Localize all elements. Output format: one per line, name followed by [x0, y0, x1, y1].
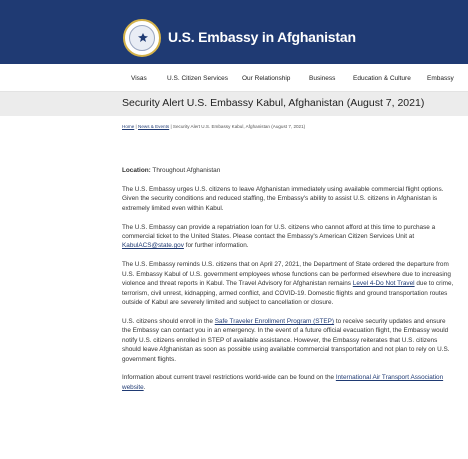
nav-item-business[interactable]: Business	[309, 75, 336, 82]
paragraph-4	[122, 317, 454, 364]
location-value: Throughout Afghanistan	[150, 167, 221, 174]
paragraph-2	[122, 223, 454, 251]
site-header	[0, 0, 468, 64]
main-nav	[0, 64, 468, 92]
paragraph-3	[122, 260, 454, 307]
paragraph-3-text: The U.S. Embassy reminds U.S. citizens that on April 27, 2021, the Department of State ordered the departure from U.S. Embassy Kabul of U.S. government employees whose functions can be performed elsewhere due to increasing violence and threat reports in Kabul. The Travel Advisory for Afghanistan remains	[122, 261, 451, 288]
nav-item-education-culture[interactable]: Education & Culture	[353, 75, 411, 82]
paragraph-5-text-end: .	[143, 383, 146, 391]
paragraph-4-text: U.S. citizens should enroll in the	[122, 317, 215, 325]
seal-inner	[129, 25, 155, 51]
location-label: Location:	[122, 167, 151, 174]
nav-item-visas[interactable]: Visas	[131, 75, 147, 82]
breadcrumb-separator: |	[134, 124, 139, 129]
eagle-icon	[137, 32, 149, 44]
paragraph-2-text-end: for further information.	[183, 242, 249, 250]
site-title[interactable]: U.S. Embassy in Afghanistan	[168, 29, 356, 45]
paragraph-4-text-end: to receive security updates and ensure the Embassy can contact you in an emergency. In the event of a future official evacuation flight, the Embassy would notify U.S. citizens enrolled in STEP of available assistance. However, the Embassy reiterates that U.S. citizens should leave Afghanistan as soon as possible using available commercial transportation and not plan to rely on U.S. government flights.	[122, 317, 450, 363]
breadcrumb-news-link[interactable]: News & Events	[138, 124, 170, 129]
iata-website-link[interactable]: International Air Transport Association website	[122, 374, 444, 391]
page-title: Security Alert U.S. Embassy Kabul, Afghanistan (August 7, 2021)	[122, 97, 425, 109]
nav-item-embassy[interactable]: Embassy	[427, 75, 454, 82]
embassy-seal-icon[interactable]	[123, 19, 161, 57]
paragraph-5	[122, 373, 454, 392]
travel-advisory-link[interactable]: Level 4-Do Not Travel	[352, 280, 415, 288]
breadcrumb-separator: |	[169, 124, 173, 129]
breadcrumb-home-link[interactable]: Home	[122, 124, 135, 129]
location-paragraph	[122, 166, 454, 175]
nav-item-our-relationship[interactable]: Our Relationship	[242, 75, 291, 82]
paragraph-5-text: Information about current travel restrictions world-wide can be found on the	[122, 374, 336, 382]
paragraph-3-text-end: due to crime, terrorism, civil unrest, kidnapping, armed conflict, and COVID-19. Domestic flights and ground transportation routes outside of Kabul are severely limited and subject to cancellation or closure.	[122, 280, 454, 306]
paragraph-2-text: The U.S. Embassy can provide a repatriation loan for U.S. citizens who cannot afford at this time to purchase a commercial ticket to the United States. Please contact the Embassy's American Citizen Services Unit at	[122, 223, 436, 241]
article-body	[122, 166, 454, 402]
breadcrumb	[122, 124, 305, 129]
breadcrumb-current: Security Alert U.S. Embassy Kabul, Afghanistan (August 7, 2021)	[172, 124, 306, 129]
nav-item-citizen-services[interactable]: U.S. Citizen Services	[167, 75, 229, 82]
step-enrollment-link[interactable]: Safe Traveler Enrollment Program (STEP)	[214, 317, 335, 325]
paragraph-1: The U.S. Embassy urges U.S. citizens to leave Afghanistan immediately using available commercial flight options. Given the security conditions and reduced staffing, the Embassy's ability to assist U.S. citizens in Afghanistan is extremely limited even within Kabul.	[122, 185, 444, 212]
acs-email-link[interactable]: KabulACS@state.gov	[122, 242, 184, 250]
